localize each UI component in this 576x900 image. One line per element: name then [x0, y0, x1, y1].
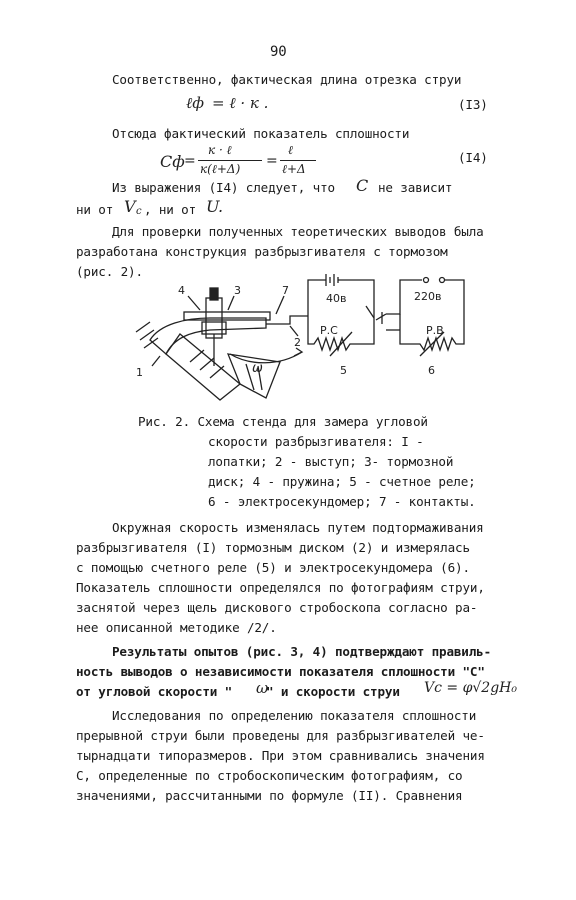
text-line: прерывной струи были проведены для разбрызгивателей че-	[76, 728, 485, 743]
text-line: не зависит	[378, 180, 453, 195]
equation-14-left: Cф	[160, 152, 185, 171]
leader-4	[188, 296, 200, 310]
text-line: Для проверки полученных теоретических выводов была	[112, 224, 484, 239]
equation-14-eq: =	[184, 153, 196, 169]
fraction-bar	[280, 160, 316, 161]
contact-line	[266, 316, 308, 324]
terminal-symbol	[440, 278, 445, 283]
symbol-omega: ω	[256, 679, 269, 697]
text-line: Показатель сплошности определялся по фотографиям струи,	[76, 580, 485, 595]
text-line: разработана конструкция разбрызгивателя с тормозом	[76, 244, 448, 259]
switch-contact	[366, 306, 374, 318]
text-line: С, определенные по стробоскопическим фотографиям, со	[76, 768, 463, 783]
figure-label-2: 2	[294, 336, 301, 349]
equation-14-den2: ℓ+Δ	[282, 162, 306, 176]
page-number: 90	[270, 44, 287, 60]
equation-14-eq2: =	[266, 153, 278, 169]
symbol-vc-sub: c	[136, 206, 142, 217]
figure-label-rv: Р.В	[426, 324, 444, 337]
text-line: нее описанной методике /2/.	[76, 620, 277, 635]
figure-label-40v: 40в	[326, 292, 347, 305]
text-line: Исследования по определению показателя сплошности	[112, 708, 477, 723]
fraction-bar	[198, 160, 262, 161]
text-line-bold: Результаты опытов (рис. 3, 4) подтверждают правиль-	[112, 644, 492, 659]
figure-caption-line: лопатки; 2 - выступ; 3- тормозной	[208, 454, 454, 469]
figure-test-stand-schematic	[130, 274, 470, 410]
nozzle-hatch	[190, 350, 224, 378]
figure-caption-line: диск; 4 - пружина; 5 - счетное реле;	[208, 474, 476, 489]
figure-label-220v: 220в	[414, 290, 442, 303]
leader-3	[228, 296, 234, 310]
equation-14-number: (I4)	[458, 150, 488, 165]
figure-label-7: 7	[282, 284, 289, 297]
spring-top-shape	[210, 288, 218, 300]
formula-vc: Vc = φ√2gH₀	[424, 680, 517, 696]
equation-14-num1: к · ℓ	[208, 143, 232, 157]
battery-symbol	[326, 274, 338, 286]
figure-caption-line: Рис. 2. Схема стенда для замера угловой	[138, 414, 428, 429]
rotation-arrow-line	[230, 352, 302, 363]
sprinkler-body-shape	[150, 318, 266, 354]
terminal-symbol	[424, 278, 429, 283]
figure-label-6: 6	[428, 364, 435, 377]
text-line: Окружная скорость изменялась путем подтормаживания	[112, 520, 484, 535]
text-line-bold: " и скорости струи	[266, 684, 400, 699]
text-line: Отсюда фактический показатель сплошности	[112, 126, 410, 141]
text-line: заснятой через щель дискового стробоскопа согласно ра-	[76, 600, 478, 615]
symbol-c: C	[356, 176, 369, 195]
text-line: с помощью счетного реле (5) и электросекундомера (6).	[76, 560, 470, 575]
figure-label-omega: ω	[252, 361, 263, 376]
wire	[308, 280, 326, 316]
text-line: тырнадцати типоразмеров. При этом сравнивались значения	[76, 748, 485, 763]
symbol-u: U.	[206, 197, 224, 216]
figure-label-1: 1	[136, 366, 143, 379]
figure-label-4: 4	[178, 284, 185, 297]
equation-14-num2: ℓ	[288, 143, 293, 157]
equation-13-left: ℓф	[186, 94, 204, 112]
text-line-bold: от угловой скорости "	[76, 684, 233, 699]
figure-label-5: 5	[340, 364, 347, 377]
equation-13-right: = ℓ · к .	[212, 94, 269, 112]
figure-caption-line: 6 - электросекундомер; 7 - контакты.	[208, 494, 476, 509]
equation-13-number: (I3)	[458, 97, 488, 112]
symbol-vc: V	[124, 197, 136, 216]
leader-2	[290, 326, 298, 336]
leader-7	[276, 296, 284, 314]
text-line: (рис. 2).	[76, 264, 143, 279]
figure-caption-line: скорости разбрызгивателя: I -	[208, 434, 424, 449]
text-line-bold: ность выводов о независимости показателя сплошности "С"	[76, 664, 485, 679]
text-line: Соответственно, фактическая длина отрезка струи	[112, 72, 462, 87]
equation-14-den1: к(ℓ+Δ)	[200, 162, 241, 176]
text-line: значениями, рассчитанными по формуле (II). Сравнения	[76, 788, 463, 803]
figure-label-3: 3	[234, 284, 241, 297]
text-line: , ни от	[144, 202, 197, 217]
switch-link	[376, 312, 386, 324]
text-line: Из выражения (I4) следует, что	[112, 180, 335, 195]
figure-label-rc: Р.С	[320, 324, 338, 337]
text-line: разбрызгивателя (I) тормозным диском (2) и измерялась	[76, 540, 470, 555]
leader-1	[152, 356, 160, 366]
text-line: ни от	[76, 202, 114, 217]
